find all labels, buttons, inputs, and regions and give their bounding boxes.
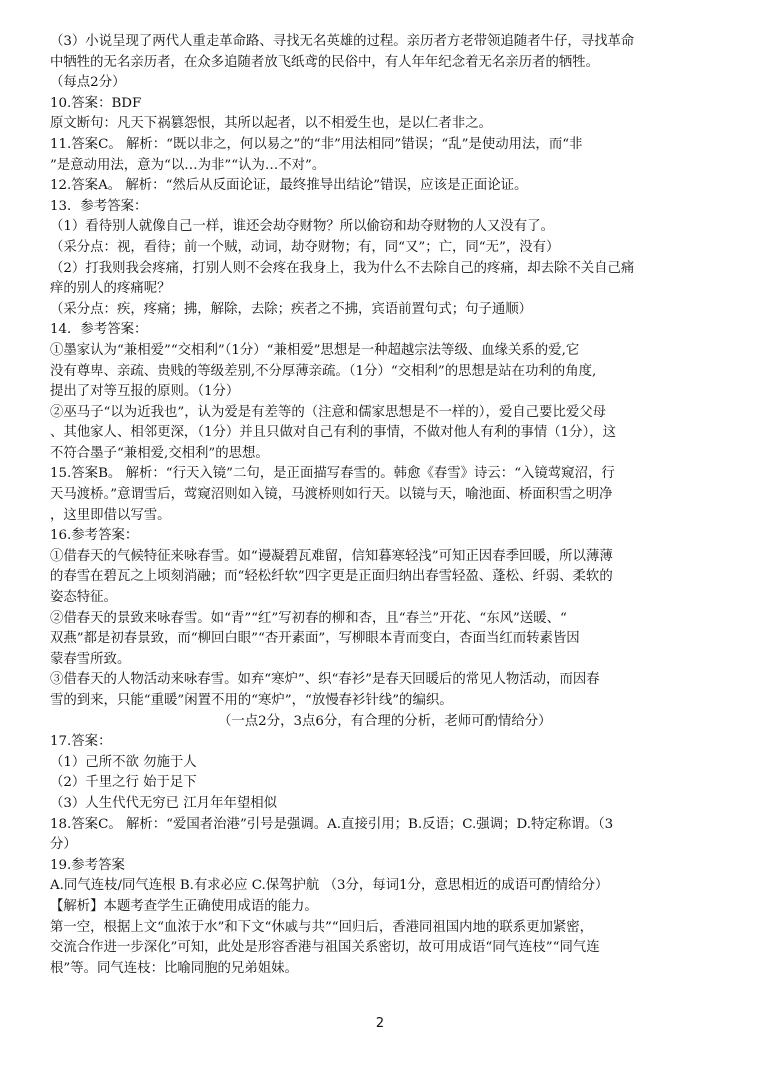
text-line: （3）小说呈现了两代人重走革命路、寻找无名英雄的过程。亲历者方老带领追随者牛仔，寻找革命: [50, 34, 635, 49]
text-line: 第一空，根据上文“血浓于水”和下文“休戚与共”“回归后，香港同祖国内地的联系更加紧密，: [50, 919, 594, 935]
text-line: 雪的到来，只能“重暖”闲置不用的“寒炉”，“放慢春衫针线”的编织。: [50, 693, 453, 708]
text-line: （采分点：视，看待；前一个贼，动词，劫夺财物；有，同“又”；亡，同“无”，没有）: [50, 239, 560, 255]
answer-heading-15: 15.答案B。 解析：“行天入镜”二句，是正面描写春雪的。韩愈《春雪》诗云：“入镜莺窥沼，行: [50, 466, 615, 482]
text-line: 蒙春雪所致。: [50, 651, 131, 667]
answer-heading-14: 14．参考答案：: [50, 322, 148, 338]
answer-heading-10: 10.答案：BDF: [50, 95, 142, 111]
text-line: 痒的别人的疼痛呢？: [50, 281, 171, 297]
text-line: ③借春天的人物活动来咏春雪。如弃“寒炉”、织“春衫”是春天回暖后的常见人物活动，而因春: [50, 672, 600, 688]
answer-heading-18: 18.答案C。 解析：“爱国者治港”引号是强调。A.直接引用；B.反语；C.强调；D.特定称谓。（3: [50, 816, 614, 832]
text-line: 没有尊卑、亲疏、贵贱的等级差别,不分厚薄亲疏。（1分）“交相利”的思想是站在功利的角度,: [50, 363, 597, 379]
scoring-note: （一点2分，3点6分，有合理的分析，老师可酌情给分）: [218, 713, 552, 729]
answer-heading-13: 13．参考答案：: [50, 198, 148, 214]
text-line: （2）打我则我会疼痛，打别人则不会疼在我身上，我为什么不去除自己的疼痛，却去除不关自己痛: [50, 260, 635, 276]
text-line: ”是意动用法，意为“以…为非”“认为…不对”。: [50, 157, 326, 173]
text-line: 交流合作进一步深化”可知，此处是形容香港与祖国关系密切，故可用成语“同气连枝”“同气连: [50, 940, 600, 956]
text-line: 根”等。同气连枝：比喻同胞的兄弟姐妹。: [50, 960, 298, 976]
text-line: ①借春天的气候特征来咏春雪。如“谩凝碧瓦难留，信知暮寒轻浅”可知正因春季回暖，所以薄薄: [50, 548, 613, 564]
answer-heading-17: 17.答案：: [50, 734, 112, 750]
text-line: 提出了对等互报的原则。（1分）: [50, 384, 240, 400]
answer-heading-12: 12.答案A。 解析：“然后从反面论证，最终推导出结论”错误，应该是正面论证。: [50, 178, 528, 194]
text-line: 天马渡桥。”意谓雪后，莺窥沼则如入镜，马渡桥则如行天。以镜与天，喻池面、桥面积雪之明净: [50, 487, 613, 503]
text-line: ②巫马子“以为近我也”，认为爱是有差等的（注意和儒家思想是不一样的），爱自己要比爱父母: [50, 404, 607, 420]
text-line: ①墨家认为“兼相爱”“交相利”（1分）“兼相爱”思想是一种超越宗法等级、血缘关系的爱,它: [50, 342, 580, 358]
text-line: （1）看待别人就像自己一样，谁还会劫夺财物？所以偷窃和劫夺财物的人又没有了。: [50, 219, 554, 235]
analysis-heading: 【解析】本题考查学生正确使用成语的能力。: [50, 898, 318, 914]
text-line: 、其他家人、相邻更深，（1分）并且只做对自己有利的事情，不做对他人有利的事情（1分），这: [50, 425, 617, 441]
answer-heading-16: 16.参考答案：: [50, 528, 139, 544]
text-line: ，这里即借以写雪。: [50, 507, 171, 523]
text-line: 双燕”都是初春景致，而“柳回白眼”“杏开素面”，写柳眼本青而变白，杏面当红而转素皆因: [50, 631, 580, 647]
text-line: （每点2分）: [50, 75, 126, 91]
text-line: （2）千里之行 始于足下: [50, 775, 197, 791]
text-line: 的春雪在碧瓦之上顷刻消融；而“轻松纤软”四字更是正面归纳出春雪轻盈、蓬松、纤弱、柔软的: [50, 569, 613, 585]
text-line: 姿态特征。: [50, 590, 117, 606]
text-line: A.同气连枝/同气连根 B.有求必应 C.保驾护航 （3分，每词1分，意思相近的成语可酌情给分）: [50, 878, 609, 894]
text-line: （3）人生代代无穷已 江月年年望相似: [50, 795, 278, 811]
text-line: 中牺牲的无名亲历者，在众多追随者放飞纸鸢的民俗中，有人年年纪念着无名亲历者的牺牲。: [50, 54, 600, 70]
answer-heading-11: 11.答案C。 解析：“既以非之，何以易之”的“非”用法相同”错误；“乱”是使动用法，而“非: [50, 136, 583, 152]
text-line: （采分点：疾，疼痛；拂，解除，去除；疾者之不拂，宾语前置句式；句子通顺）: [50, 301, 533, 317]
text-line: 分）: [50, 837, 77, 853]
text-line: 原文断句：凡天下祸篡怨恨，其所以起者，以不相爱生也，是以仁者非之。: [50, 116, 492, 132]
answer-heading-19: 19.参考答案: [50, 857, 125, 873]
text-line: ②借春天的景致来咏春雪。如“青”“红”写初春的柳和杏，且“春兰”开花、“东风”送暖、“: [50, 610, 567, 626]
document-body: [50, 32, 716, 979]
page-number: 2: [375, 1016, 385, 1031]
text-line: （1）己所不欲 勿施于人: [50, 754, 197, 770]
text-line: 不符合墨子“兼相爱,交相利”的思想。: [50, 445, 269, 461]
